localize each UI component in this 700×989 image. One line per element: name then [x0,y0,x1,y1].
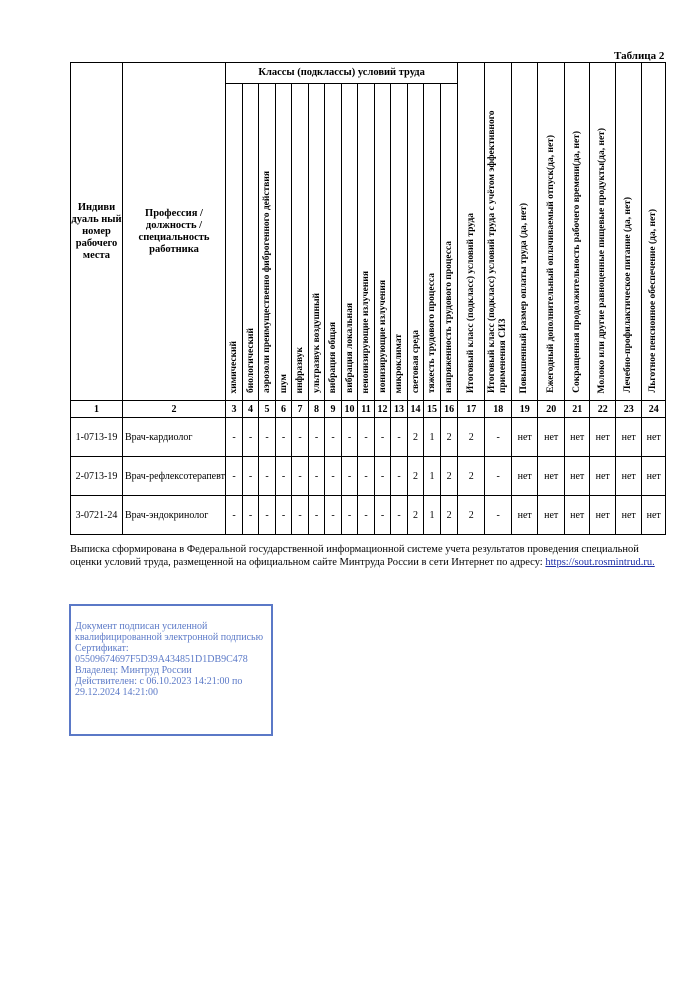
column-number: 7 [292,401,309,418]
table-label: Таблица 2 [614,50,665,62]
header-factor-vibration-general: вибрация общая [325,84,342,401]
factor-class-cell: - [391,457,408,496]
column-number: 20 [538,401,565,418]
footnote [70,543,670,569]
column-number: 8 [309,401,325,418]
header-classes-group: Классы (подклассы) условий труда [226,63,458,84]
header-factor-aerosols: аэрозоли преимущественно фиброгенного действия [259,84,276,401]
profession-cell: Врач-эндокринолог [123,496,226,535]
workplace-id-cell: 1-0713-19 [71,418,123,457]
column-number: 2 [123,401,226,418]
total-class-siz-cell: - [485,418,512,457]
guarantee-cell: нет [642,457,666,496]
factor-class-cell: - [259,496,276,535]
factor-class-cell: 1 [424,496,441,535]
column-number: 1 [71,401,123,418]
factor-class-cell: - [342,457,358,496]
factor-class-cell: - [226,418,243,457]
total-class-cell: 2 [458,496,485,535]
factor-class-cell: - [292,457,309,496]
factor-class-cell: - [342,418,358,457]
factor-class-cell: - [259,418,276,457]
factor-class-cell: - [325,418,342,457]
header-factor-severity: тяжесть трудового процесса [424,84,441,401]
guarantee-cell: нет [590,418,616,457]
column-number: 17 [458,401,485,418]
guarantee-cell: нет [512,457,538,496]
guarantee-cell: нет [565,418,590,457]
column-number: 15 [424,401,441,418]
factor-class-cell: - [292,496,309,535]
column-number: 3 [226,401,243,418]
table-row [71,496,666,535]
factor-class-cell: - [276,496,292,535]
header-therapeutic-food: Лечебно-профилактическое питание (да, нет) [616,63,642,401]
guarantee-cell: нет [512,496,538,535]
factor-class-cell: - [325,496,342,535]
factor-class-cell: - [358,457,375,496]
guarantee-cell: нет [616,496,642,535]
guarantee-cell: нет [565,457,590,496]
factor-class-cell: - [276,457,292,496]
factor-class-cell: - [358,496,375,535]
guarantee-cell: нет [590,457,616,496]
column-number: 11 [358,401,375,418]
header-factor-chemical: химический [226,84,243,401]
factor-class-cell: - [342,496,358,535]
factor-class-cell: - [226,496,243,535]
guarantee-cell: нет [642,418,666,457]
header-factor-biological: биологический [243,84,259,401]
column-number: 18 [485,401,512,418]
factor-class-cell: - [325,457,342,496]
factor-class-cell: - [243,496,259,535]
factor-class-cell: - [243,418,259,457]
factor-class-cell: - [292,418,309,457]
header-factor-infrasound: инфразвук [292,84,309,401]
column-number: 21 [565,401,590,418]
header-workplace-id: Индиви дуаль ный номер рабочего места [71,63,123,401]
factor-class-cell: - [226,457,243,496]
guarantee-cell: нет [512,418,538,457]
footnote-text: Выписка сформирована в Федеральной государственной информационной системе учета результатов проведения специальной оценки условий труда, размещенной на официальном сайте Минтруда России в сети Интернет по адресу: [70,544,639,568]
header-pension: Льготное пенсионное обеспечение (да, нет) [642,63,666,401]
table-row [71,457,666,496]
guarantee-cell: нет [565,496,590,535]
factor-class-cell: - [309,496,325,535]
column-number: 19 [512,401,538,418]
column-number: 9 [325,401,342,418]
column-number: 12 [375,401,391,418]
header-profession: Профессия / должность / специальность работника [123,63,226,401]
workplace-id-cell: 2-0713-19 [71,457,123,496]
factor-class-cell: - [375,496,391,535]
header-increased-pay: Повышенный размер оплаты труда (да, нет) [512,63,538,401]
factor-class-cell: - [309,457,325,496]
header-factor-lighting: световая среда [408,84,424,401]
column-number: 10 [342,401,358,418]
signature-cert-value: 05509674697F5D39A434851D1DB9C478 [75,654,248,665]
column-numbers-row [71,401,666,418]
guarantee-cell: нет [590,496,616,535]
header-factor-noise: шум [276,84,292,401]
factor-class-cell: 1 [424,457,441,496]
factor-class-cell: 2 [441,496,458,535]
factor-class-cell: - [243,457,259,496]
total-class-siz-cell: - [485,496,512,535]
header-total-class: Итоговый класс (подкласс) условий труда [458,63,485,401]
guarantee-cell: нет [642,496,666,535]
total-class-cell: 2 [458,418,485,457]
guarantee-cell: нет [616,418,642,457]
factor-class-cell: - [391,496,408,535]
signature-line: Документ подписан усиленной квалифицированной электронной подписью [75,621,264,643]
guarantee-cell: нет [538,496,565,535]
guarantee-cell: нет [616,457,642,496]
column-number: 6 [276,401,292,418]
signature-cert-label: Сертификат: [75,643,129,654]
column-number: 16 [441,401,458,418]
sout-results-table [70,62,666,535]
signature-validity: Действителен: с 06.10.2023 14:21:00 по 29.12.2024 14:21:00 [75,676,243,698]
total-class-siz-cell: - [485,457,512,496]
column-number: 24 [642,401,666,418]
header-factor-ionizing: ионизирующие излучения [375,84,391,401]
factor-class-cell: 2 [441,457,458,496]
factor-class-cell: 2 [408,457,424,496]
header-factor-ultrasound: ультразвук воздушный [309,84,325,401]
table-row [71,418,666,457]
factor-class-cell: 2 [408,418,424,457]
signature-owner: Владелец: Минтруд России [75,665,192,676]
electronic-signature-stamp [69,604,273,736]
factor-class-cell: - [259,457,276,496]
profession-cell: Врач-кардиолог [123,418,226,457]
factor-class-cell: - [309,418,325,457]
footnote-link[interactable]: https://sout.rosmintrud.ru. [545,557,655,568]
column-number: 4 [243,401,259,418]
factor-class-cell: 2 [441,418,458,457]
factor-class-cell: - [375,457,391,496]
header-milk: Молоко или другие равноценные пищевые продукты(да, нет) [590,63,616,401]
header-total-class-siz: Итоговый класс (подкласс) условий труда с учётом эффективного применения СИЗ [485,63,512,401]
guarantee-cell: нет [538,418,565,457]
guarantee-cell: нет [538,457,565,496]
factor-class-cell: - [375,418,391,457]
header-factor-nonionizing: неионизирующие излучения [358,84,375,401]
workplace-id-cell: 3-0721-24 [71,496,123,535]
header-factor-vibration-local: вибрация локальная [342,84,358,401]
header-reduced-hours: Сокращенная продолжительность рабочего времени(да, нет) [565,63,590,401]
factor-class-cell: - [358,418,375,457]
profession-cell: Врач-рефлексотерапевт [123,457,226,496]
header-extra-leave: Ежегодный дополнительный оплачиваемый отпуск(да, нет) [538,63,565,401]
factor-class-cell: 1 [424,418,441,457]
header-factor-intensity: напряженность трудового процесса [441,84,458,401]
factor-class-cell: - [391,418,408,457]
column-number: 23 [616,401,642,418]
column-number: 22 [590,401,616,418]
column-number: 5 [259,401,276,418]
column-number: 13 [391,401,408,418]
column-number: 14 [408,401,424,418]
header-factor-microclimate: микроклимат [391,84,408,401]
total-class-cell: 2 [458,457,485,496]
factor-class-cell: 2 [408,496,424,535]
factor-class-cell: - [276,418,292,457]
